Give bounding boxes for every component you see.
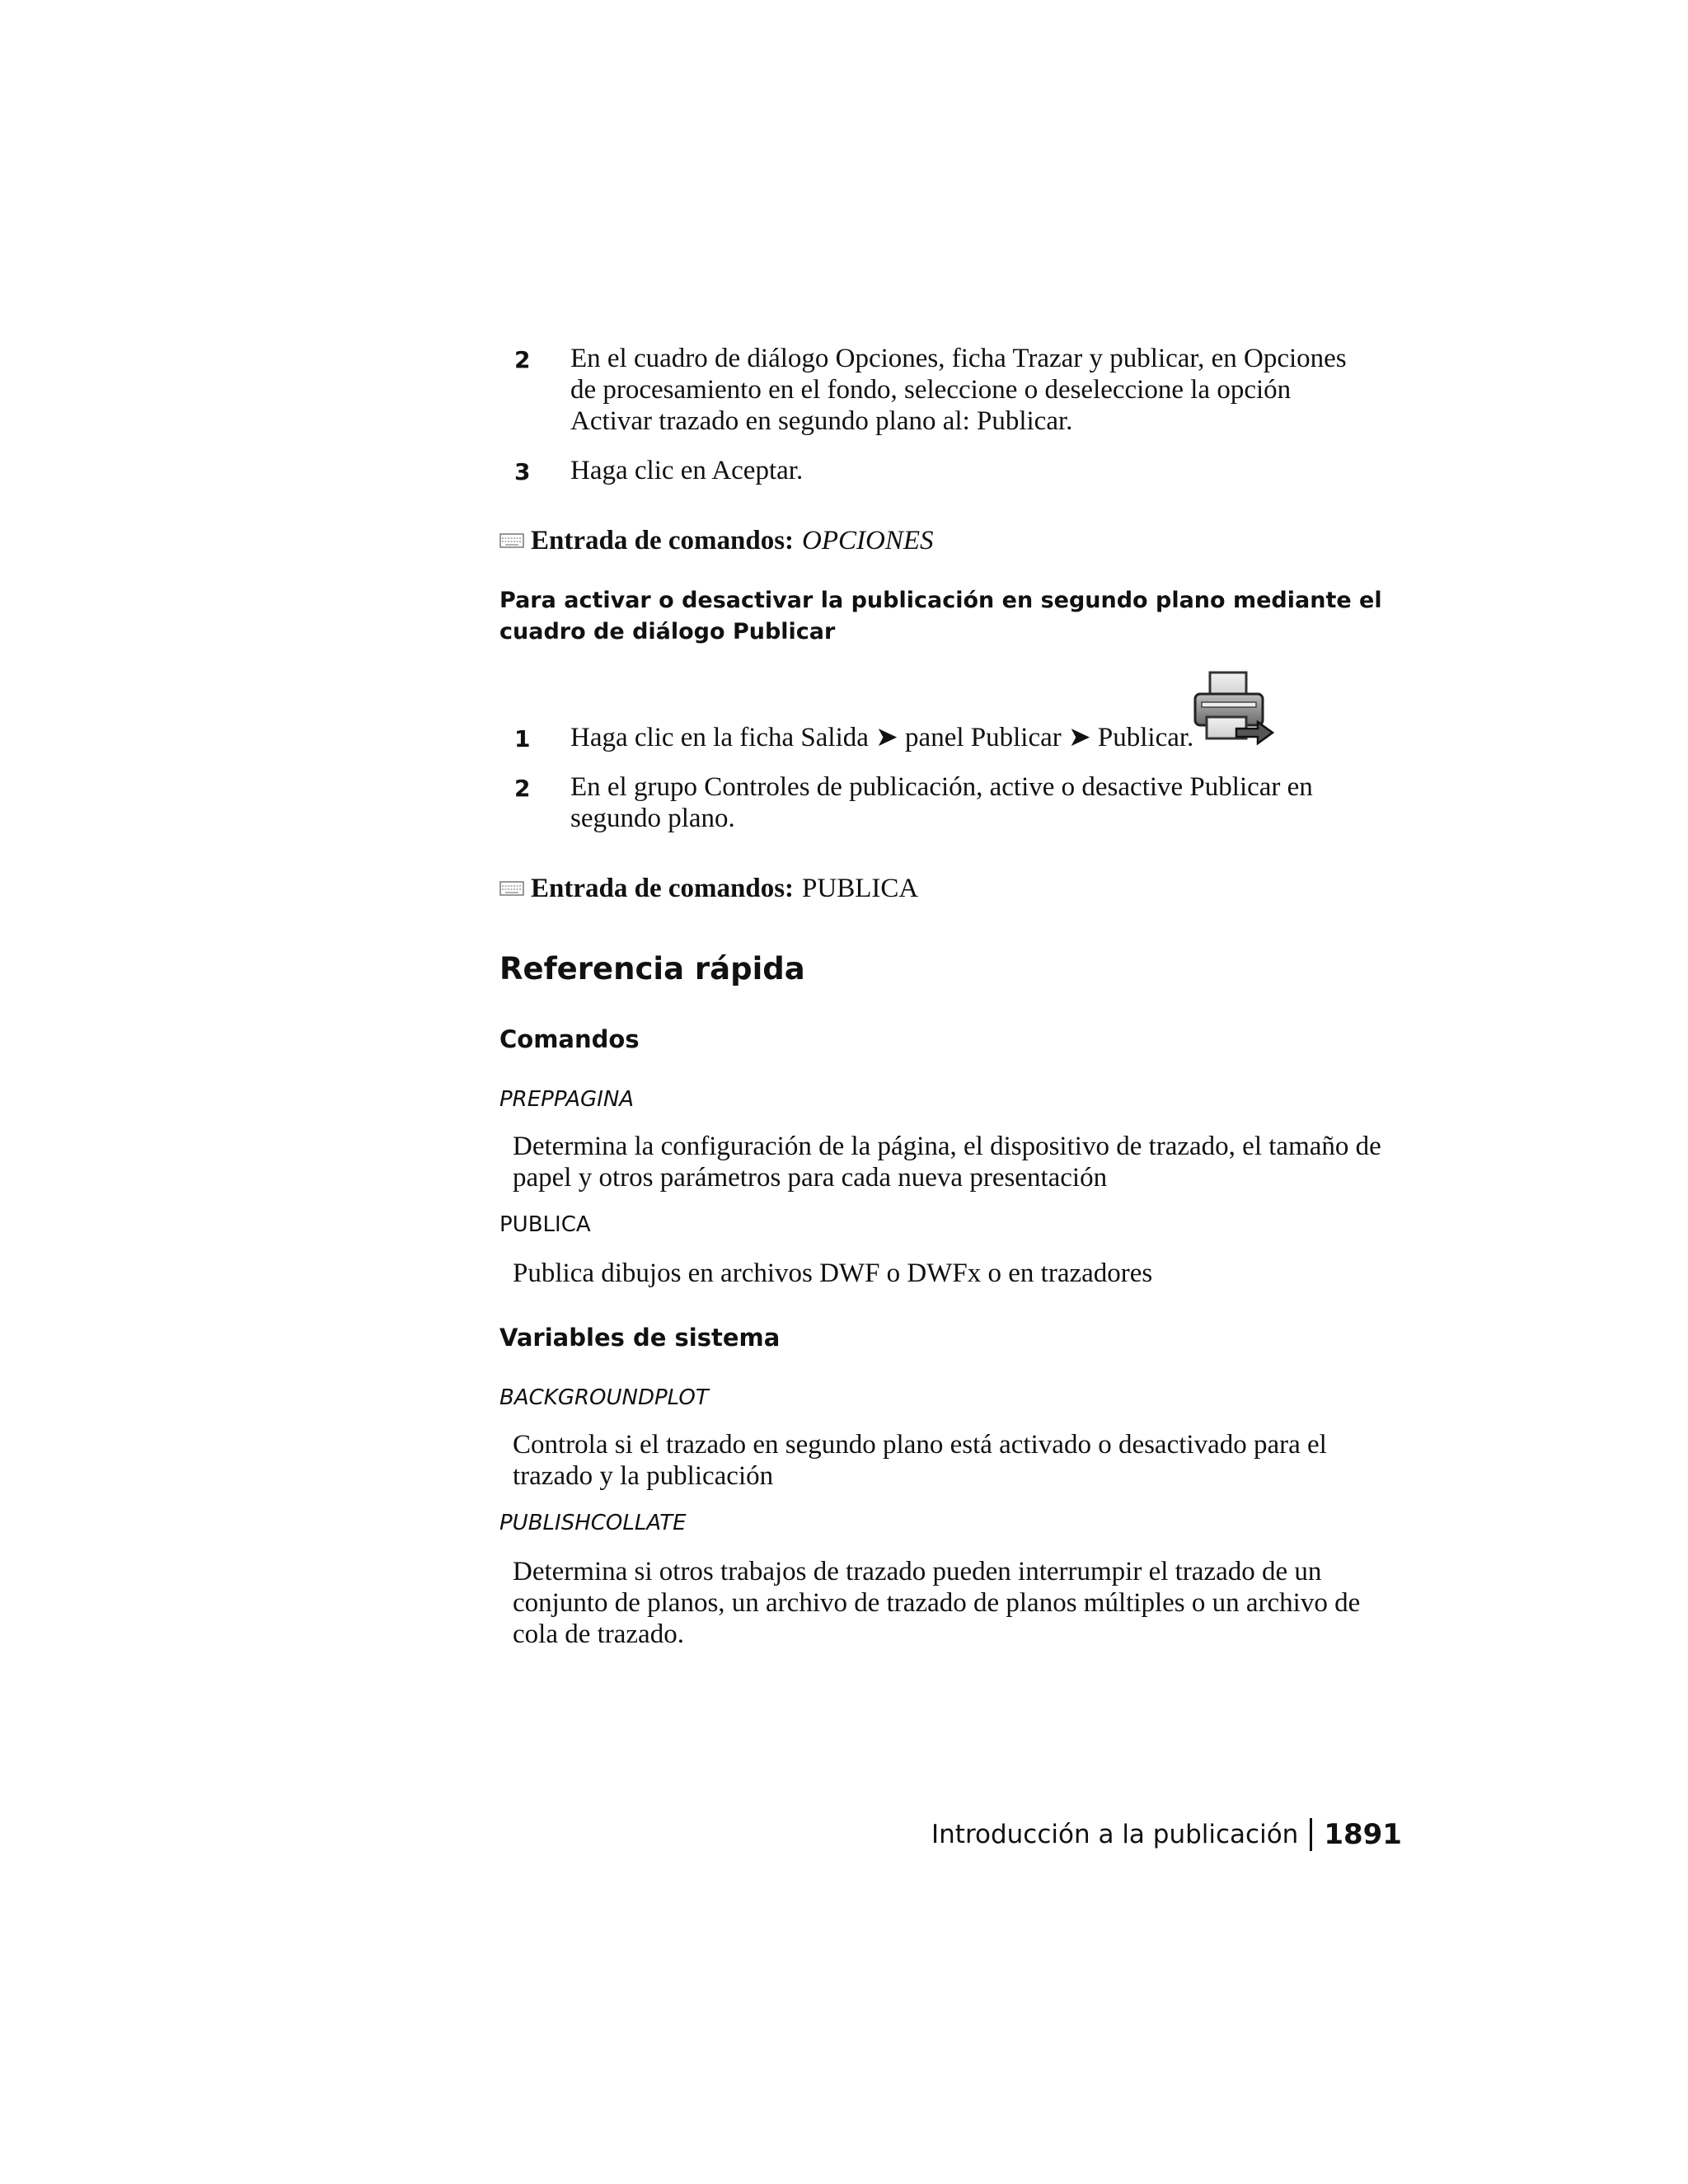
variable-term: BACKGROUNDPLOT [499, 1385, 709, 1410]
variable-term: PUBLISHCOLLATE [499, 1511, 687, 1535]
step-number: 1 [514, 725, 531, 752]
section-title: Referencia rápida [499, 951, 805, 987]
command-entry-value: PUBLICA [802, 874, 919, 903]
step-text: Haga clic en Aceptar. [570, 456, 804, 485]
page-number: 1891 [1324, 1818, 1402, 1851]
command-term: PUBLICA [499, 1212, 591, 1237]
footer-chapter-title: Introducción a la publicación [931, 1820, 1299, 1849]
procedure-title: Para activar o desactivar la publicación en segundo plano mediante el cuadro de diálogo Publicar [499, 588, 1382, 644]
command-entry-label: Entrada de comandos: [531, 874, 795, 903]
step-text: Haga clic en la ficha Salida ➤ panel Publicar ➤ Publicar. [570, 723, 1194, 752]
command-entry [499, 524, 934, 557]
keyboard-icon [499, 880, 524, 897]
keyboard-icon [499, 532, 524, 549]
list-item [514, 771, 1376, 834]
command-entry-label: Entrada de comandos: [531, 526, 795, 555]
step-number: 2 [514, 775, 531, 802]
footer-divider [1310, 1818, 1312, 1851]
list-item [514, 722, 1376, 755]
step-number: 2 [514, 346, 531, 373]
subsection-title: Comandos [499, 1025, 640, 1053]
page-footer [931, 1816, 1402, 1853]
command-entry-value: OPCIONES [802, 526, 934, 555]
command-description: Publica dibujos en archivos DWF o DWFx o en trazadores [513, 1258, 1153, 1288]
variable-description: Controla si el trazado en segundo plano está activado o desactivado para el trazado y la publicación [513, 1430, 1327, 1491]
command-description: Determina la configuración de la página, el dispositivo de trazado, el tamaño de papel y otros parámetros para cada nueva presentación [513, 1132, 1381, 1193]
step-text: En el cuadro de diálogo Opciones, ficha Trazar y publicar, en Opciones de procesamiento en el fondo, seleccione o deseleccione la opción Activar trazado en segundo plano al: Publicar. [570, 344, 1347, 436]
command-entry [499, 872, 918, 905]
subsection-title: Variables de sistema [499, 1324, 781, 1352]
list-item [514, 343, 1376, 437]
step-text: En el grupo Controles de publicación, active o desactive Publicar en segundo plano. [570, 772, 1313, 833]
variable-description: Determina si otros trabajos de trazado pueden interrumpir el trazado de un conjunto de planos, un archivo de trazado de planos múltiples o un archivo de cola de trazado. [513, 1557, 1361, 1649]
step-number: 3 [514, 458, 531, 485]
command-term: PREPPAGINA [499, 1087, 635, 1112]
list-item [514, 455, 1376, 488]
